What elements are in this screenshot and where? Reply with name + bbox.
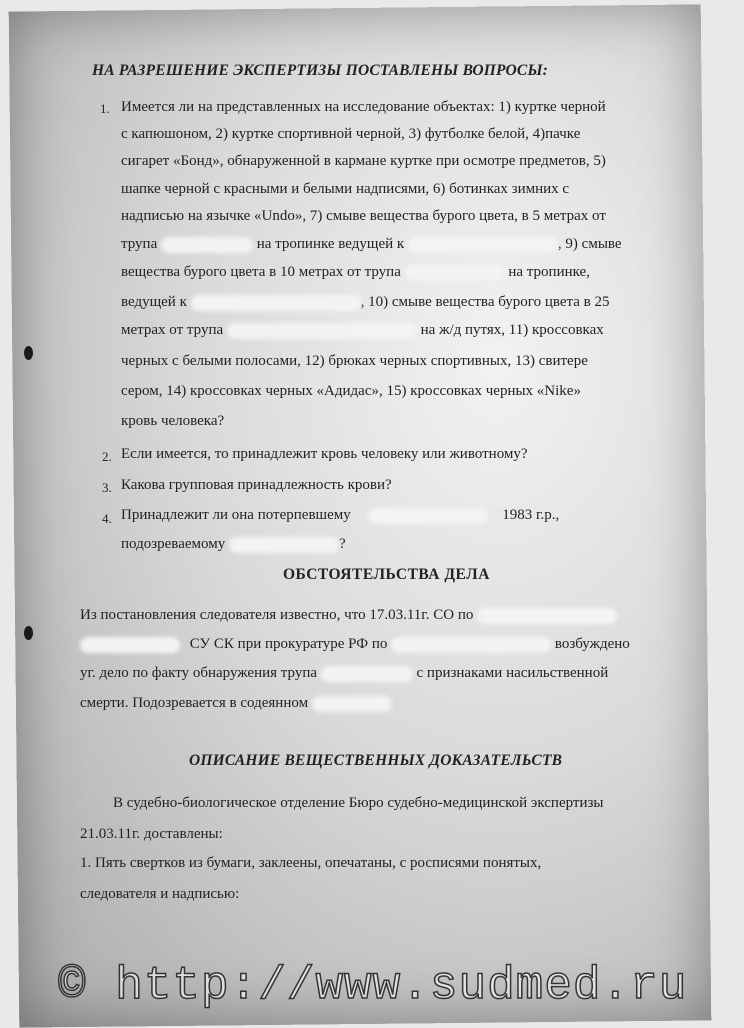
q1-line-6-c: , 9) смыве bbox=[557, 236, 622, 252]
q1-line-12: кровь человека? bbox=[121, 413, 225, 429]
q1-line-6 bbox=[121, 236, 622, 253]
circ-line-4-text: смерти. Подозревается в содеянном bbox=[80, 695, 309, 711]
q2-text: Если имеется, то принадлежит кровь человеку или животному? bbox=[121, 446, 528, 462]
redaction bbox=[80, 637, 180, 653]
q4-line-2-a: подозреваемому bbox=[121, 536, 226, 552]
punch-hole-1 bbox=[24, 346, 33, 360]
circ-line-3 bbox=[80, 665, 608, 682]
q1-line-8 bbox=[121, 294, 609, 311]
evid-line-2: 21.03.11г. доставлены: bbox=[80, 826, 223, 842]
q1-line-5: надписью на язычке «Undo», 7) смыве вещества бурого цвета, в 5 метрах от bbox=[121, 208, 606, 224]
redaction bbox=[408, 237, 558, 253]
evid-line-4: следователя и надписью: bbox=[80, 886, 240, 902]
redaction bbox=[229, 537, 339, 553]
circ-line-3-a: уг. дело по факту обнаружения трупа bbox=[80, 665, 318, 681]
q1-line-6-a: трупа bbox=[121, 236, 158, 252]
q4-line-1 bbox=[121, 507, 559, 524]
evid-line-1: В судебно-биологическое отделение Бюро судебно-медицинской экспертизы bbox=[113, 795, 604, 811]
circ-line-1 bbox=[80, 607, 617, 624]
evid-line-3: 1. Пять свертков из бумаги, заклеены, опечатаны, с росписями понятых, bbox=[80, 855, 542, 871]
q1-line-1: Имеется ли на представленных на исследование объектах: 1) куртке черной bbox=[121, 99, 606, 115]
site-watermark: © http://www.sudmed.ru bbox=[58, 960, 688, 1012]
q1-line-11: сером, 14) кроссовках черных «Адидас», 15) кроссовках черных «Nike» bbox=[121, 383, 581, 399]
circ-line-3-b: с признаками насильственной bbox=[416, 665, 609, 681]
redaction bbox=[477, 608, 617, 624]
redaction bbox=[161, 237, 253, 253]
redaction bbox=[405, 265, 505, 281]
q1-line-8-a: ведущей к bbox=[121, 294, 187, 310]
redaction bbox=[227, 323, 417, 339]
q1-number: 1. bbox=[100, 101, 110, 116]
q1-line-6-b: на тропинке ведущей к bbox=[256, 236, 405, 252]
circ-line-1-text: Из постановления следователя известно, что 17.03.11г. СО по bbox=[80, 607, 474, 623]
circ-line-2 bbox=[80, 636, 630, 653]
evidence-heading: ОПИСАНИЕ ВЕЩЕСТВЕННЫХ ДОКАЗАТЕЛЬСТВ bbox=[189, 752, 563, 769]
q4-line-1-a: Принадлежит ли она потерпевшему bbox=[121, 507, 351, 523]
circ-line-2-a: СУ СК при прокуратуре РФ по bbox=[189, 636, 388, 652]
q1-line-9-b: на ж/д путях, 11) кроссовках bbox=[420, 322, 604, 338]
q4-line-2-b: ? bbox=[338, 536, 346, 552]
q1-line-9-a: метрах от трупа bbox=[121, 322, 224, 338]
q4-line-2 bbox=[121, 536, 346, 553]
q3-text: Какова групповая принадлежность крови? bbox=[121, 477, 392, 493]
q1-line-10: черных с белыми полосами, 12) брюках черных спортивных, 13) свитере bbox=[121, 353, 588, 369]
circ-line-2-b: возбуждено bbox=[554, 636, 630, 652]
q4-number: 4. bbox=[102, 511, 112, 526]
q1-line-3: сигарет «Бонд», обнаруженной в кармане куртке при осмотре предметов, 5) bbox=[121, 153, 606, 169]
q1-line-7-b: на тропинке, bbox=[508, 264, 590, 280]
redaction bbox=[391, 637, 551, 653]
q1-line-9 bbox=[121, 322, 604, 339]
q1-line-7 bbox=[121, 264, 590, 281]
q4-line-1-b: 1983 г.р., bbox=[502, 507, 560, 523]
punch-hole-2 bbox=[24, 626, 33, 640]
circ-line-4 bbox=[80, 695, 392, 712]
circumstances-heading: ОБСТОЯТЕЛЬСТВА ДЕЛА bbox=[283, 566, 490, 583]
q2-number: 2. bbox=[102, 449, 112, 464]
redaction bbox=[312, 696, 392, 712]
q1-line-8-b: , 10) смыве вещества бурого цвета в 25 bbox=[360, 294, 610, 310]
redaction bbox=[368, 508, 488, 524]
q3-number: 3. bbox=[102, 480, 112, 495]
q1-line-2: с капюшоном, 2) куртке спортивной черной, 3) футболке белой, 4)пачке bbox=[121, 126, 581, 142]
redaction bbox=[321, 666, 413, 682]
questions-heading: НА РАЗРЕШЕНИЕ ЭКСПЕРТИЗЫ ПОСТАВЛЕНЫ ВОПРОСЫ: bbox=[92, 62, 549, 79]
q1-line-4: шапке черной с красными и белыми надписями, 6) ботинках зимних с bbox=[121, 181, 570, 197]
redaction bbox=[191, 295, 361, 311]
q1-line-7-a: вещества бурого цвета в 10 метрах от трупа bbox=[121, 264, 401, 280]
